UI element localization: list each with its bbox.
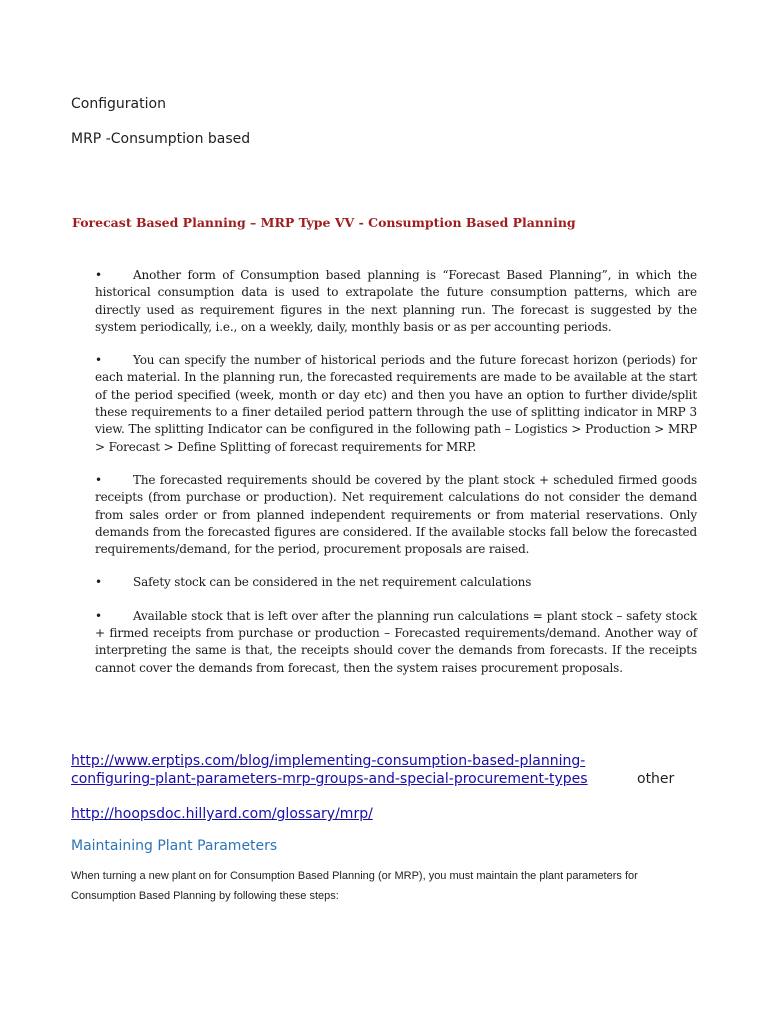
maintaining-plant-parameters-heading: Maintaining Plant Parameters	[71, 838, 278, 854]
bullet-text: Another form of Consumption based planning is “Forecast Based Planning”, in which the historical consumption data is used to extrapolate the future consumption patterns, which are directly used as requirement figures in the next planning run. The forecast is suggested by the system periodically, i.e., on a weekly, daily, monthly basis or as per accounting periods.	[95, 268, 697, 334]
bullet-item	[95, 352, 697, 456]
bullet-list	[95, 267, 697, 693]
erptips-link-line2[interactable]: configuring-plant-parameters-mrp-groups-and-special-procurement-types	[71, 771, 588, 787]
forecast-planning-heading: Forecast Based Planning – MRP Type VV - Consumption Based Planning	[72, 215, 576, 230]
bullet-item	[95, 267, 697, 336]
bullet-dot: •	[95, 608, 102, 623]
bullet-dot: •	[95, 472, 102, 487]
maintaining-intro-text: When turning a new plant on for Consumption Based Planning (or MRP), you must maintain the plant parameters for Consumption Based Planning by following these steps:	[71, 870, 638, 902]
bullet-text: Available stock that is left over after the planning run calculations = plant stock – safety stock + firmed receipts from purchase or production – Forecasted requirements/demand. Another way of interpreting the same is that, the receipts should cover the demands from forecasts. If the receipts cannot cover the demands from forecast, then the system raises procurement proposals.	[95, 608, 697, 675]
bullet-item	[95, 608, 697, 677]
bullet-text: The forecasted requirements should be covered by the plant stock + scheduled firmed goods receipts (from purchase or production). Net requirement calculations do not consider the demand from sales order or from planned independent requirements or from material reservations. Only demands from the forecasted figures are considered. If the available stocks fall below the forecasted requirements/demand, for the period, procurement proposals are raised.	[95, 472, 697, 557]
mrp-subtitle: MRP -Consumption based	[71, 131, 251, 147]
bullet-item	[95, 472, 697, 558]
erptips-link-line1[interactable]: http://www.erptips.com/blog/implementing-consumption-based-planning-	[71, 753, 586, 769]
bullet-item	[95, 574, 697, 591]
bullet-dot: •	[95, 268, 102, 282]
other-text: other	[637, 771, 675, 787]
configuration-title: Configuration	[71, 96, 166, 112]
bullet-dot: •	[95, 575, 102, 590]
bullet-dot: •	[95, 353, 102, 368]
bullet-text: Safety stock can be considered in the net requirement calculations	[133, 575, 532, 590]
hillyard-glossary-link[interactable]: http://hoopsdoc.hillyard.com/glossary/mrp/	[71, 806, 373, 822]
bullet-text: You can specify the number of historical periods and the future forecast horizon (periods) for each material. In the planning run, the forecasted requirements are made to be available at the start of the period specified (week, month or day etc) and then you have an option to further divide/split these requirements to a finer detailed period pattern through the use of splitting indicator in MRP 3 view. The splitting Indicator can be configured in the following path – Logistics > Production > MRP > Forecast > Define Splitting of forecast requirements for MRP.	[95, 353, 697, 454]
